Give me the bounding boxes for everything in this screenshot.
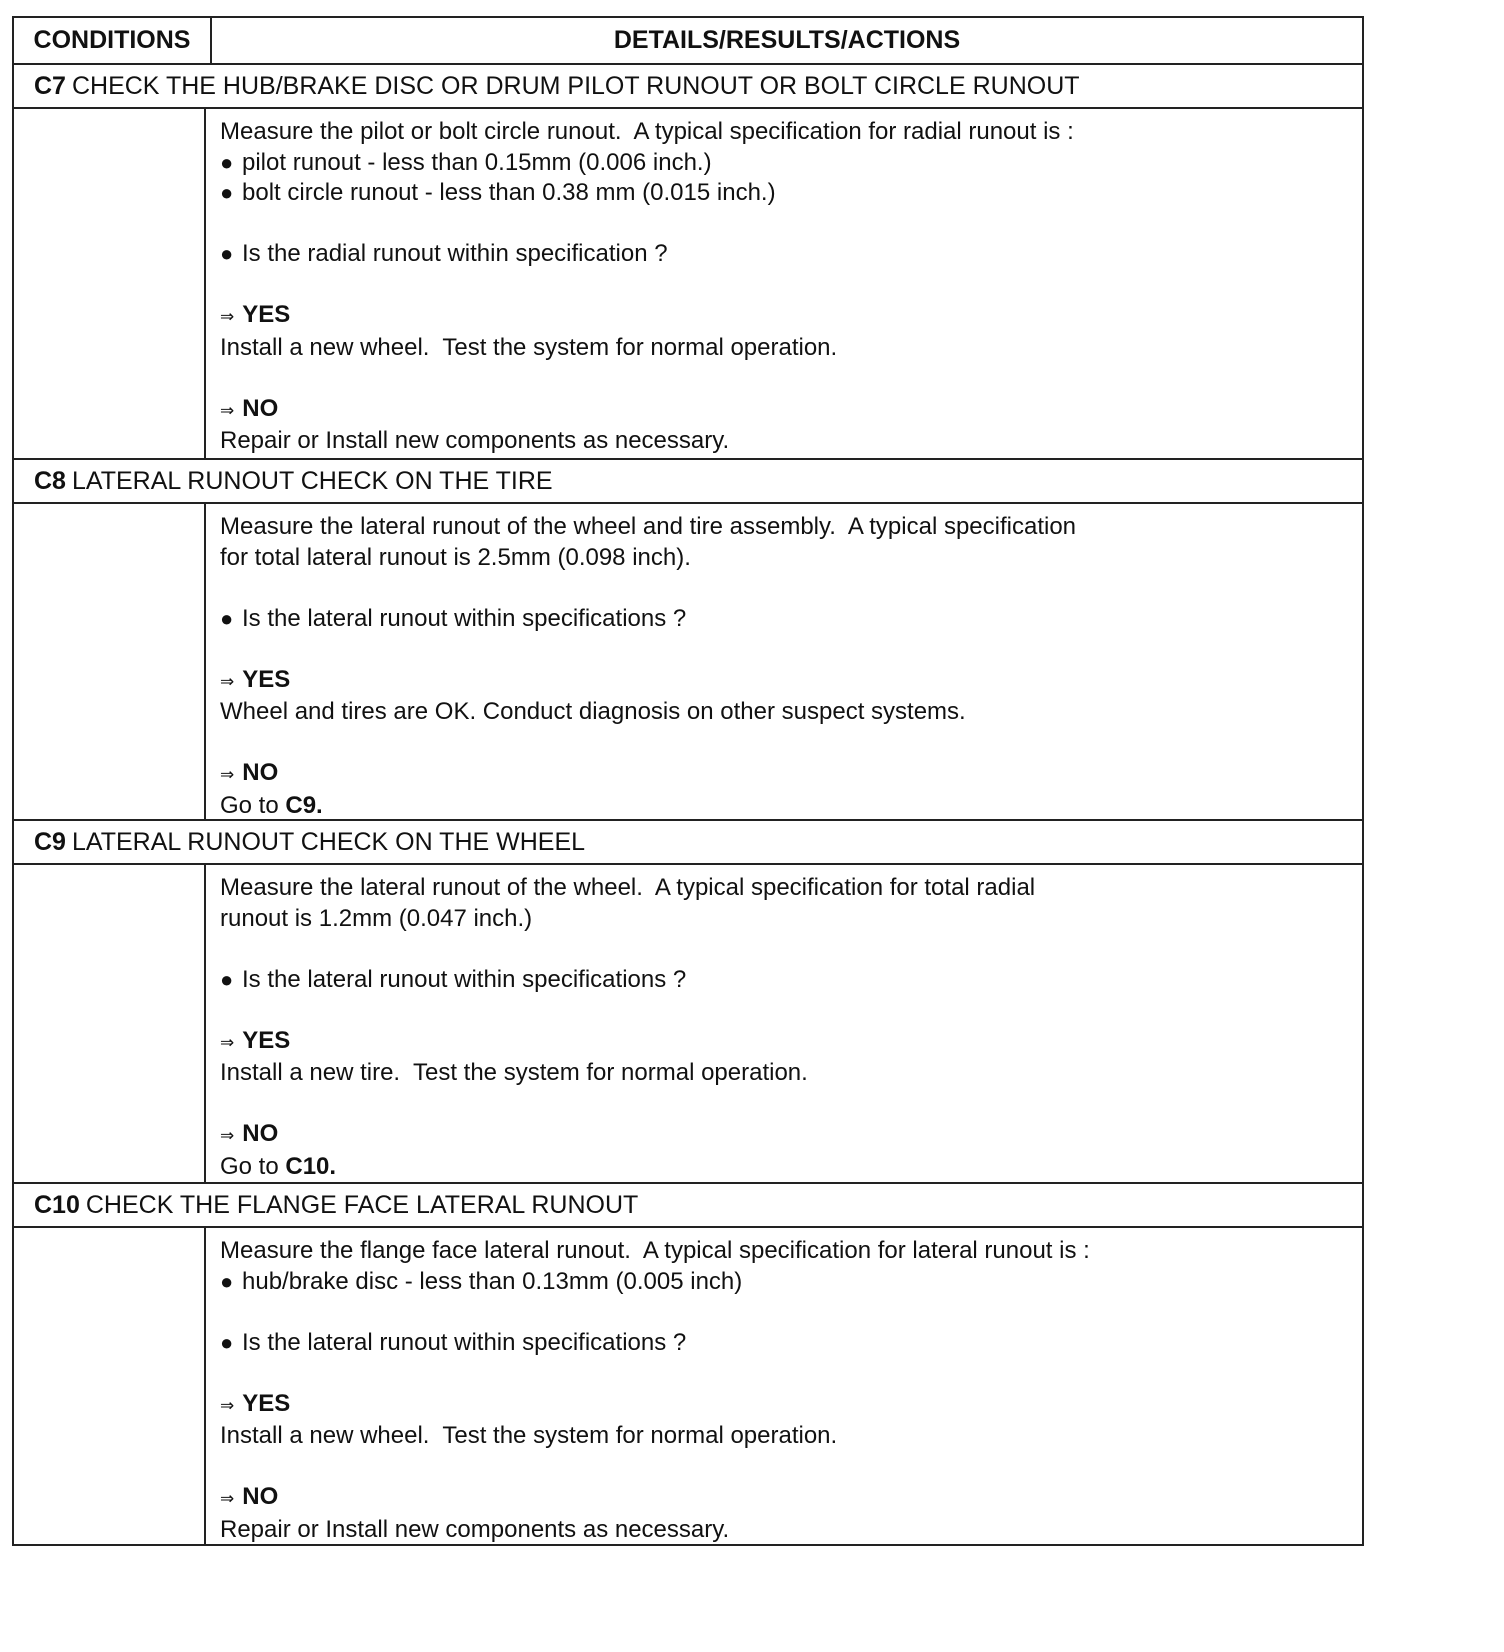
yes-label: ⇒ YES: [220, 1389, 291, 1417]
step-reference: C9.: [285, 791, 323, 819]
arrow-icon: ⇒: [220, 1489, 235, 1508]
conditions-cell: [14, 1228, 206, 1544]
arrow-icon: ⇒: [220, 400, 235, 420]
bullet-icon: ●: [220, 966, 234, 992]
question: ● Is the lateral runout within specifications ?: [220, 965, 1362, 996]
question: ● Is the lateral runout within specifications ?: [220, 1328, 1362, 1359]
yes-label: ⇒ YES: [220, 665, 291, 693]
yes-action: Install a new wheel. Test the system for normal operation.: [220, 333, 838, 361]
intro-text: Measure the lateral runout of the wheel and tire assembly. A typical specification: [220, 513, 1077, 540]
bullet-icon: ●: [220, 180, 234, 205]
yes-label: ⇒ YES: [220, 1026, 291, 1054]
section-title-text: LATERAL RUNOUT CHECK ON THE TIRE: [71, 466, 553, 495]
details-cell: [206, 1228, 1362, 1544]
section-title-c8: [14, 460, 1362, 504]
section-title-text: CHECK THE HUB/BRAKE DISC OR DRUM PILOT RUNOUT OR BOLT CIRCLE RUNOUT: [71, 71, 1080, 100]
no-action: Go to C9.: [220, 791, 323, 819]
section-body-c7: [14, 109, 1362, 460]
section-code: C8: [34, 466, 66, 495]
no-label: ⇒ NO: [220, 1120, 279, 1147]
section-code: C10: [34, 1190, 80, 1219]
section-body-c10: [14, 1228, 1362, 1544]
no-action: Repair or Install new components as necessary.: [220, 427, 730, 454]
conditions-header: CONDITIONS: [14, 18, 212, 63]
yes-action: Wheel and tires are OK. Conduct diagnosis on other suspect systems.: [220, 698, 966, 725]
section-title-text: LATERAL RUNOUT CHECK ON THE WHEEL: [71, 827, 586, 856]
details-header: DETAILS/RESULTS/ACTIONS: [613, 26, 961, 54]
step-reference: C10.: [285, 1152, 337, 1180]
intro-text: runout is 1.2mm (0.047 inch.): [220, 904, 533, 932]
bullet-icon: ●: [220, 1268, 234, 1294]
details-cell: [206, 504, 1362, 819]
arrow-icon: ⇒: [220, 1395, 235, 1415]
question: ● Is the lateral runout within specifications ?: [220, 604, 1362, 635]
arrow-icon: ⇒: [220, 671, 235, 691]
intro-text: Measure the flange face lateral runout. A typical specification for lateral runout is :: [220, 1237, 1090, 1264]
no-action: Repair or Install new components as necessary.: [220, 1515, 730, 1543]
conditions-cell: [14, 504, 206, 819]
list-item: ● hub/brake disc - less than 0.13mm (0.005 inch): [220, 1267, 1362, 1298]
no-label: ⇒ NO: [220, 759, 279, 786]
arrow-icon: ⇒: [220, 765, 235, 784]
conditions-cell: [14, 865, 206, 1182]
arrow-icon: ⇒: [220, 307, 235, 326]
question: ● Is the radial runout within specification ?: [220, 239, 1362, 270]
yes-action: Install a new wheel. Test the system for normal operation.: [220, 1422, 838, 1449]
diagnostic-table: [12, 16, 1364, 1546]
bullet-icon: ●: [220, 605, 234, 631]
section-title-c7: [14, 65, 1362, 109]
intro-text: Measure the lateral runout of the wheel. A typical specification for total radial: [220, 874, 1036, 901]
section-title-c9: [14, 821, 1362, 865]
intro-text: for total lateral runout is 2.5mm (0.098 inch).: [220, 543, 691, 571]
list-item: ● pilot runout - less than 0.15mm (0.006 inch.): [220, 148, 1362, 179]
bullet-icon: ●: [220, 241, 234, 266]
details-cell: [206, 865, 1362, 1182]
yes-action: Install a new tire. Test the system for normal operation.: [220, 1059, 808, 1086]
section-code: C9: [34, 827, 66, 856]
bullet-icon: ●: [220, 149, 234, 175]
arrow-icon: ⇒: [220, 1032, 235, 1052]
section-body-c9: [14, 865, 1362, 1184]
list-item: ● bolt circle runout - less than 0.38 mm (0.015 inch.): [220, 178, 1362, 209]
no-action: Go to C10.: [220, 1152, 337, 1180]
no-label: ⇒ NO: [220, 1483, 279, 1510]
section-title-c10: [14, 1184, 1362, 1228]
section-body-c8: [14, 504, 1362, 821]
intro-text: Measure the pilot or bolt circle runout. A typical specification for radial runout is :: [220, 118, 1074, 145]
conditions-cell: [14, 109, 206, 458]
details-cell: [206, 109, 1362, 458]
bullet-icon: ●: [220, 1329, 234, 1355]
table-header: [14, 18, 1362, 65]
arrow-icon: ⇒: [220, 1126, 235, 1145]
yes-label: ⇒ YES: [220, 301, 291, 328]
section-code: C7: [34, 71, 66, 100]
no-label: ⇒ NO: [220, 394, 279, 422]
section-title-text: CHECK THE FLANGE FACE LATERAL RUNOUT: [85, 1190, 639, 1219]
